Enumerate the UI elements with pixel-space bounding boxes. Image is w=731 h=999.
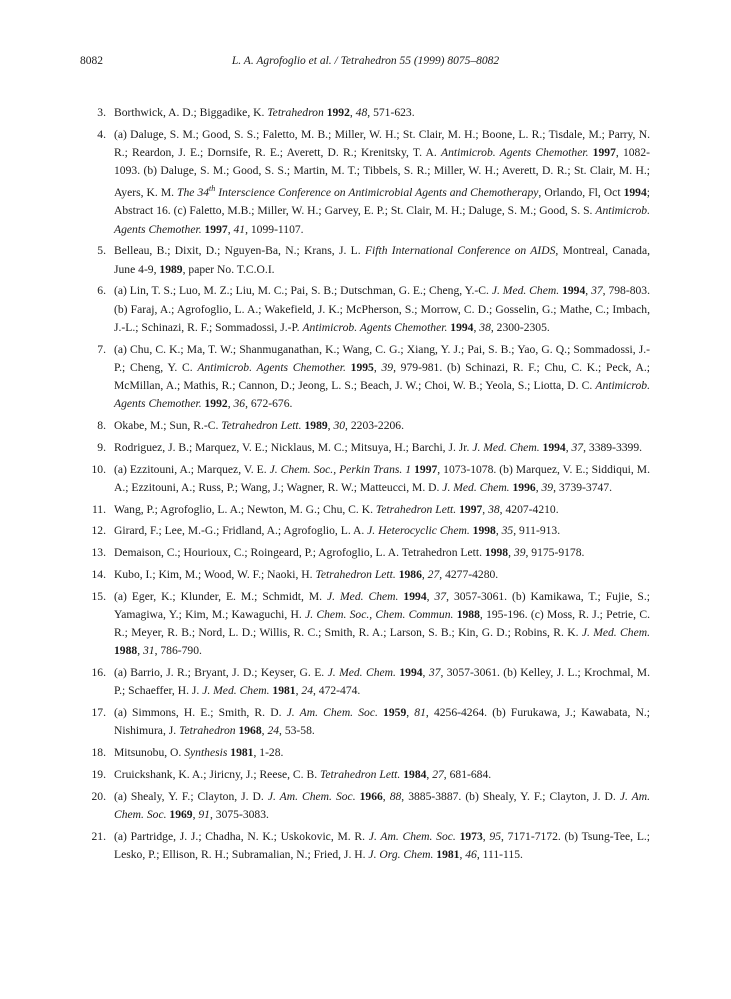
reference-text-run: , 3075-3083.: [209, 808, 269, 822]
reference-item: [80, 788, 650, 824]
reference-text-run: 1968: [238, 724, 262, 738]
reference-list: [80, 104, 650, 868]
reference-text-run: 37: [591, 284, 603, 298]
reference-text-run: ,: [192, 808, 199, 822]
reference-text-run: , 4277-4280.: [439, 568, 499, 582]
reference-text-run: 37: [428, 666, 441, 680]
reference-text-run: , 798-803. (b) Faraj, A.; Agrofoglio, L. A.; Wakefield, J. K.; McPherson, S.; Morrow, C. D.; Gosselin, G.; Mathe, C.; Imbach, J.-L.; Schinazi, R. F.; Sommadossi, J.-P.: [114, 284, 651, 334]
reference-text-run: 1994: [562, 284, 586, 298]
reference-text-run: ,: [585, 284, 592, 298]
reference-text-run: J. Med. Chem.: [327, 589, 399, 603]
reference-item: [80, 104, 650, 122]
reference-text-run: , 1073-1078. (b) Marquez, V. E.; Siddiqui, M. A.; Ezzitouni, A.; Russ, P.; Wang, J.; Wagner, R. W.; Matteucci, M. D.: [114, 462, 650, 494]
reference-text-run: ,: [382, 789, 390, 803]
reference-text-run: 95: [489, 829, 501, 843]
reference-text-run: 1994: [542, 440, 566, 454]
reference-text-run: 31: [142, 644, 155, 658]
reference-text-run: J. Med. Chem.: [472, 440, 540, 454]
reference-text-run: Antimicrob. Agents Chemother.: [302, 320, 448, 334]
reference-text-run: 91: [198, 808, 210, 822]
reference-text-run: (a) Ezzitouni, A.; Marquez, V. E.: [114, 462, 270, 476]
reference-text: [114, 704, 650, 740]
reference-number: 10.: [91, 462, 106, 476]
reference-text-run: 39: [513, 546, 526, 560]
reference-text-run: ,: [373, 360, 382, 374]
reference-text-run: 1992: [326, 106, 350, 119]
reference-text-run: (a) Partridge, J. J.; Chadha, N. K.; Uskokovic, M. R.: [114, 829, 369, 843]
reference-text-run: (a) Barrio, J. R.; Bryant, J. D.; Keyser, G. E.: [114, 666, 328, 680]
reference-text: [114, 744, 650, 762]
reference-text-run: Tetrahedron: [267, 106, 324, 119]
reference-text-run: 1969: [169, 808, 193, 822]
reference-number: 7.: [97, 342, 106, 356]
reference-item: [80, 439, 650, 457]
reference-text-run: , 53-58.: [279, 724, 315, 738]
reference-text-run: 1988: [456, 608, 480, 622]
reference-text-run: 1998: [472, 524, 496, 538]
reference-text-run: 24: [301, 684, 313, 698]
reference-text-run: J. Heterocyclic Chem.: [367, 524, 470, 538]
reference-text-run: Belleau, B.; Dixit, D.; Nguyen-Ba, N.; Krans, J. L.: [114, 244, 365, 258]
reference-text-run: (a) Daluge, S. M.; Good, S. S.; Faletto, M. B.; Miller, W. H.; St. Clair, M. H.; Boone, L. R.; Tisdale, M.; Parry, N. R.; Reardon, J. E.; Dornsife, R. E.; Averett, D. R.; Krenitsky, T. A.: [114, 127, 650, 159]
reference-text-run: ,: [349, 106, 356, 119]
reference-text-run: ,: [227, 397, 234, 411]
reference-text-run: J. Chem. Soc., Chem. Commun.: [305, 608, 454, 622]
reference-text-run: 1984: [403, 768, 427, 782]
reference-text-run: 1992: [204, 397, 228, 411]
reference-text-run: , 111-115.: [476, 848, 523, 862]
reference-text-run: , 3885-3887. (b) Shealy, Y. F.; Clayton, J. D.: [401, 789, 620, 803]
reference-text-run: 1986: [398, 568, 422, 582]
reference-text-run: J. Med. Chem.: [491, 284, 560, 298]
reference-item: [80, 341, 650, 414]
reference-text-run: , 1-28.: [253, 746, 284, 760]
reference-text: [114, 788, 650, 824]
reference-text-run: 88: [389, 789, 402, 803]
reference-item: [80, 544, 650, 562]
reference-text-run: , 3057-3061. (b) Kelley, J. L.; Krochmal, M. P.; Schaeffer, H. J.: [114, 666, 650, 698]
reference-text-run: 1994: [403, 589, 427, 603]
reference-text-run: 81: [414, 706, 426, 720]
reference-text-run: Tetrahedron: [179, 724, 236, 738]
reference-text-run: , 672-676.: [245, 397, 293, 411]
reference-text-run: ; Abstract 16. (c) Faletto, M.B.; Miller, W. H.; Garvey, E. P.; St. Clair, M. H.; Daluge, S. M.; Good, S. S.: [114, 186, 650, 218]
reference-number: 14.: [91, 568, 106, 582]
reference-text-run: , 4256-4264. (b) Furukawa, J.; Kawabata, N.; Nishimura, J.: [114, 706, 650, 738]
reference-text: [114, 417, 650, 435]
reference-text-run: ,: [227, 222, 234, 236]
reference-number: 6.: [97, 284, 106, 298]
reference-text: [114, 439, 650, 457]
reference-number: 8.: [97, 419, 106, 433]
reference-text: [114, 341, 650, 414]
reference-text-run: Synthesis: [184, 746, 228, 760]
reference-number: 17.: [91, 706, 106, 720]
reference-text-run: ,: [422, 666, 429, 680]
reference-text-run: J. Med. Chem.: [202, 684, 270, 698]
reference-number: 19.: [91, 768, 106, 782]
reference-item: [80, 828, 650, 864]
reference-text-run: Antimicrob. Agents Chemother.: [441, 146, 589, 159]
reference-text-run: , 195-196. (c) Moss, R. J.; Petrie, C. R.; Meyer, R. B.; Nord, L. D.; Willis, R. C.; Smith, R. A.; Larson, S. B.; Kin, G. D.; Robins, R. K.: [114, 608, 650, 640]
reference-text-run: , 4207-4210.: [499, 502, 559, 516]
reference-text-run: 39: [541, 480, 554, 494]
reference-text-run: , 1099-1107.: [245, 222, 304, 236]
reference-text-run: 1988: [114, 644, 138, 658]
reference-text-run: Mitsunobu, O.: [114, 746, 185, 760]
reference-text-run: Fifth International Conference on AIDS: [364, 244, 556, 258]
reference-text-run: 36: [233, 397, 246, 411]
reference-text-run: Antimicrob. Agents Chemother.: [114, 379, 650, 411]
reference-text-run: , 2300-2305.: [490, 320, 550, 334]
reference-text-run: , 911-913.: [513, 524, 561, 538]
reference-number: 15.: [91, 589, 106, 603]
reference-number: 3.: [97, 106, 106, 119]
reference-item: [80, 126, 650, 239]
reference-text-run: , 2203-2206.: [345, 419, 404, 433]
reference-text: [114, 828, 650, 864]
reference-text-run: ,: [508, 546, 514, 560]
reference-text-run: ,: [535, 480, 542, 494]
reference-text-run: ,: [426, 589, 435, 603]
reference-text-run: 38: [479, 320, 491, 334]
reference-text-run: Borthwick, A. D.; Biggadike, K.: [114, 106, 268, 119]
reference-text-run: 1997: [204, 222, 228, 236]
reference-text-run: ,: [482, 829, 490, 843]
reference-text-run: , 3389-3399.: [583, 440, 643, 454]
reference-text: [114, 242, 650, 278]
reference-text-run: Rodriguez, J. B.; Marquez, V. E.; Nicklaus, M. C.; Mitsuya, H.; Barchi, J. Jr.: [114, 440, 473, 454]
reference-text-run: 1981: [436, 848, 460, 862]
reference-text-run: ,: [421, 568, 428, 582]
reference-text-run: Tetrahedron Lett.: [375, 502, 457, 516]
reference-text-run: 37: [434, 589, 447, 603]
reference-text-run: ,: [473, 320, 480, 334]
reference-text: [114, 282, 650, 337]
reference-text-run: , 3739-3747.: [553, 480, 613, 494]
reference-item: [80, 744, 650, 762]
reference-text-run: Girard, F.; Lee, M.-G.; Fridland, A.; Agrofoglio, L. A.: [114, 524, 368, 538]
reference-number: 11.: [91, 502, 106, 516]
reference-text-run: ,: [406, 706, 415, 720]
reference-number: 5.: [97, 244, 106, 258]
reference-text: [114, 522, 650, 540]
reference-text-run: Interscience Conference on Antimicrobial Agents and Chemotherapy: [215, 186, 539, 200]
reference-text-run: J. Med. Chem.: [327, 666, 396, 680]
reference-text: [114, 566, 650, 584]
reference-text-run: Cruickshank, K. A.; Jiricny, J.; Reese, C. B.: [114, 768, 320, 782]
page-number: 8082: [80, 55, 103, 67]
reference-text-run: 1966: [359, 789, 383, 803]
reference-text-run: , 979-981. (b) Schinazi, R. F.; Chu, C. K.; Peck, A.; McMillan, A.; Mathis, R.; Cannon, D.; Jeong, L. S.; Beach, J. W.; Choi, W. B.; Yeola, S.; Liotta, D. C.: [114, 360, 651, 393]
reference-text-run: (a) Lin, T. S.; Luo, M. Z.; Liu, M. C.; Pai, S. B.; Dutschman, G. E.; Cheng, Y.-C.: [114, 284, 492, 298]
reference-text-run: 1997: [592, 146, 616, 159]
reference-text-run: , 3057-3061. (b) Kamikawa, T.; Fujie, S.; Yamagiwa, Y.; Kim, M.; Kawaguchi, H.: [114, 589, 650, 622]
reference-text-run: ,: [137, 644, 143, 658]
reference-item: [80, 704, 650, 740]
reference-text-run: 37: [571, 440, 584, 454]
reference-item: [80, 242, 650, 278]
reference-text-run: Okabe, M.; Sun, R.-C.: [114, 419, 222, 433]
reference-text-run: 38: [488, 502, 500, 516]
reference-text-run: , 681-684.: [443, 768, 492, 782]
reference-text-run: , 472-474.: [312, 684, 361, 698]
reference-text: [114, 664, 650, 700]
reference-number: 16.: [91, 666, 106, 680]
reference-text-run: J. Org. Chem.: [368, 848, 434, 862]
reference-text-run: Tetrahedron Lett.: [315, 568, 396, 582]
reference-text-run: ,: [426, 768, 433, 782]
reference-text-run: 1989: [159, 262, 183, 276]
reference-text-run: J. Med. Chem.: [442, 480, 510, 494]
reference-text-run: , 571-623.: [367, 106, 415, 119]
reference-item: [80, 566, 650, 584]
reference-text-run: ,: [459, 848, 466, 862]
reference-text-run: (a) Simmons, H. E.; Smith, R. D.: [114, 706, 287, 720]
reference-item: [80, 766, 650, 784]
reference-text-run: ,: [482, 502, 489, 516]
reference-text-run: 1997: [414, 462, 438, 476]
reference-number: 21.: [91, 829, 106, 843]
reference-item: [80, 522, 650, 540]
reference-text-run: , 9175-9178.: [525, 546, 585, 560]
reference-item: [80, 282, 650, 337]
reference-text-run: ,: [327, 419, 334, 433]
reference-text: [114, 126, 650, 239]
reference-text-run: J. Am. Chem. Soc.: [286, 706, 378, 720]
reference-text-run: 1994: [450, 320, 474, 334]
reference-text-run: J. Am. Chem. Soc.: [114, 789, 650, 822]
reference-number: 20.: [91, 789, 106, 803]
reference-text-run: 1989: [304, 419, 328, 433]
reference-text-run: ,: [495, 524, 502, 538]
reference-text-run: The 34: [177, 186, 210, 200]
reference-text-run: J. Am. Chem. Soc.: [267, 789, 356, 803]
reference-text-run: 35: [501, 524, 514, 538]
reference-text-run: Antimicrob. Agents Chemother.: [197, 360, 346, 374]
reference-text-run: ,: [261, 724, 268, 738]
reference-text-run: ,: [565, 440, 572, 454]
reference-text-run: J. Am. Chem. Soc.: [368, 829, 456, 843]
reference-text: [114, 104, 650, 122]
reference-text-run: Kubo, I.; Kim, M.; Wood, W. F.; Naoki, H.: [114, 568, 316, 582]
reference-text-run: J. Chem. Soc., Perkin Trans. 1: [269, 462, 412, 476]
reference-text-run: 1959: [383, 706, 407, 720]
reference-text-run: Wang, P.; Agrofoglio, L. A.; Newton, M. G.; Chu, C. K.: [114, 502, 376, 516]
reference-text-run: (a) Eger, K.; Klunder, E. M.; Schmidt, M.: [114, 589, 328, 603]
reference-number: 4.: [97, 127, 106, 141]
reference-text-run: Tetrahedron Lett.: [221, 419, 302, 433]
reference-text-run: 1996: [512, 480, 536, 494]
reference-item: [80, 664, 650, 700]
reference-text-run: 27: [427, 568, 440, 582]
reference-text-run: 30: [333, 419, 346, 433]
reference-text: [114, 501, 650, 519]
reference-number: 12.: [91, 524, 106, 538]
reference-text-run: ,: [295, 684, 302, 698]
running-head: L. A. Agrofoglio et al. / Tetrahedron 55 (1999) 8075–8082: [231, 55, 500, 67]
reference-text-run: , Montreal, Canada, June 4-9,: [114, 244, 650, 276]
reference-text-run: (a) Shealy, Y. F.; Clayton, J. D.: [114, 789, 268, 803]
reference-text-run: 1994: [399, 666, 423, 680]
reference-text-run: J. Med. Chem.: [581, 626, 650, 640]
reference-text-run: (a) Chu, C. K.; Ma, T. W.; Shanmuganathan, K.; Wang, C. G.; Xiang, Y. J.; Pai, S. B.; Yao, G. Q.; Sommadossi, J.-P.; Cheng, Y. C.: [114, 342, 650, 374]
reference-text-run: 27: [432, 768, 444, 782]
reference-number: 9.: [97, 440, 106, 454]
reference-text-run: 1997: [459, 502, 483, 516]
reference-text-run: 46: [465, 848, 477, 862]
reference-text-run: 1981: [230, 746, 254, 760]
reference-number: 18.: [91, 746, 106, 760]
reference-text-run: Tetrahedron Lett.: [320, 768, 401, 782]
reference-number: 13.: [91, 546, 106, 560]
reference-text-run: , paper No. T.C.O.I.: [182, 262, 275, 276]
reference-text-run: , 1082-1093. (b) Daluge, S. M.; Good, S. S.; Martin, M. T.; Tibbels, S. R.; Miller, W. H.; Averett, D. R.; St. Clair, M. H.; Ayers, K. M.: [114, 146, 650, 200]
reference-text-run: Antimicrob. Agents Chemother.: [114, 204, 650, 236]
reference-text: [114, 588, 650, 661]
reference-text-run: 1981: [272, 684, 296, 698]
reference-text-run: 1995: [350, 360, 374, 374]
reference-text: [114, 461, 650, 497]
reference-text-run: , Orlando, Fl, Oct: [538, 186, 624, 200]
reference-text-run: , 786-790.: [154, 644, 202, 658]
reference-text-run: Demaison, C.; Hourioux, C.; Roingeard, P.; Agrofoglio, L. A. Tetrahedron Lett.: [114, 546, 485, 560]
reference-text-run: 24: [267, 724, 280, 738]
reference-text: [114, 544, 650, 562]
reference-item: [80, 501, 650, 519]
reference-text-run: 48: [355, 106, 368, 119]
reference-item: [80, 461, 650, 497]
reference-item: [80, 588, 650, 661]
reference-text-run: 1994: [623, 186, 647, 200]
reference-text-run: 39: [381, 360, 394, 374]
reference-text-run: 1998: [484, 546, 509, 560]
reference-text-run: 1973: [459, 829, 483, 843]
reference-text: [114, 766, 650, 784]
reference-text-run: , 7171-7172. (b) Tsung-Tee, L.; Lesko, P.; Ellison, R. H.; Subramalian, N.; Fried, J. H.: [114, 829, 651, 862]
reference-text-run: th: [209, 184, 216, 194]
reference-item: [80, 417, 650, 435]
reference-text-run: 41: [233, 222, 246, 236]
